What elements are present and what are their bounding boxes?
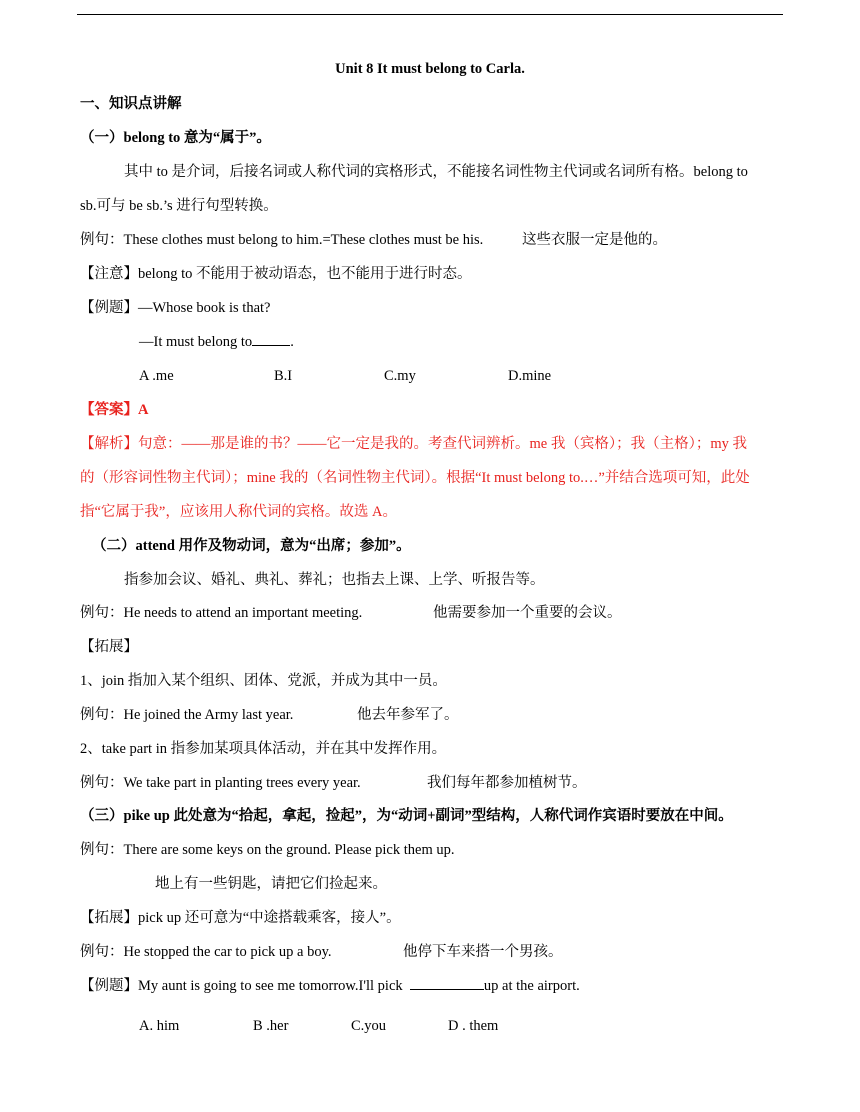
option-c: C.my: [384, 368, 416, 384]
point1-analysis-line2: 的（形容词性物主代词）；mine 我的（名词性物主代词）。根据“It must belong to.…”并结合选项可知，此处: [80, 470, 750, 486]
point1-heading: （一）belong to 意为“属于”。: [80, 130, 271, 146]
point2-item2: 2、take part in 指参加某项具体活动，并在其中发挥作用。: [80, 741, 447, 757]
point1-exercise-question: 【例题】—Whose book is that?: [80, 300, 271, 316]
point1-example-cn: 这些衣服一定是他的。: [522, 232, 667, 248]
point1-note: 【注意】belong to 不能用于被动语态，也不能用于进行时态。: [80, 266, 472, 282]
point2-example-cn: 他需要参加一个重要的会议。: [433, 605, 622, 621]
page-title: Unit 8 It must belong to Carla.: [335, 61, 525, 77]
option-d: D . them: [448, 1018, 499, 1034]
option-b: B.I: [274, 368, 293, 384]
point1-example-en: 例句：These clothes must belong to him.=These clothes must be his.: [80, 232, 484, 248]
answer-blank: [410, 976, 484, 990]
point2-explain: 指参加会议、婚礼、典礼、葬礼；也指去上课、上学、听报告等。: [124, 572, 545, 588]
answer-blank: [252, 332, 290, 346]
option-a: A .me: [139, 368, 174, 384]
point3-expand-example-en: 例句：He stopped the car to pick up a boy.: [80, 944, 332, 960]
header-rule: [77, 14, 783, 15]
point2-expand: 【拓展】: [80, 639, 138, 655]
point2-item2-example-en: 例句：We take part in planting trees every year.: [80, 775, 361, 791]
point3-expand-example-cn: 他停下车来搭一个男孩。: [403, 944, 563, 960]
option-b: B .her: [253, 1018, 289, 1034]
point3-exercise: 【例题】My aunt is going to see me tomorrow.I'll pick up at the airport.: [80, 978, 580, 994]
point2-heading: （二）attend 用作及物动词，意为“出席；参加”。: [92, 538, 411, 554]
point1-analysis-line3: 指“它属于我”，应该用人称代词的宾格。故选 A。: [80, 504, 397, 520]
point2-item1-example-en: 例句：He joined the Army last year.: [80, 707, 294, 723]
section-heading: 一、知识点讲解: [80, 96, 182, 112]
point3-heading: （三）pike up 此处意为“拾起，拿起，捡起”，为“动词+副词”型结构，人称代词作宾语时要放在中间。: [80, 808, 733, 824]
point1-answer: 【答案】A: [80, 402, 149, 418]
point1-exercise-answer-line: —It must belong to .: [139, 334, 294, 350]
point3-example-en: 例句：There are some keys on the ground. Please pick them up.: [80, 842, 455, 858]
point2-item2-example-cn: 我们每年都参加植树节。: [427, 775, 587, 791]
option-a: A. him: [139, 1018, 180, 1034]
point1-explain-line2: sb.可与 be sb.’s 进行句型转换。: [80, 198, 278, 214]
option-c: C.you: [351, 1018, 387, 1034]
point2-item1: 1、join 指加入某个组织、团体、党派，并成为其中一员。: [80, 673, 447, 689]
point1-explain-line1: 其中 to 是介词，后接名词或人称代词的宾格形式，不能接名词性物主代词或名词所有格。belong to: [124, 164, 748, 180]
point2-example-en: 例句：He needs to attend an important meeting.: [80, 605, 363, 621]
point1-analysis-line1: 【解析】句意：——那是谁的书？——它一定是我的。考查代词辨析。me 我（宾格）；我（主格）；my 我: [80, 436, 747, 452]
option-d: D.mine: [508, 368, 552, 384]
point2-item1-example-cn: 他去年参军了。: [357, 707, 459, 723]
point3-example-cn: 地上有一些钥匙，请把它们捡起来。: [155, 876, 387, 892]
point3-expand: 【拓展】pick up 还可意为“中途搭载乘客，接人”。: [80, 910, 401, 926]
